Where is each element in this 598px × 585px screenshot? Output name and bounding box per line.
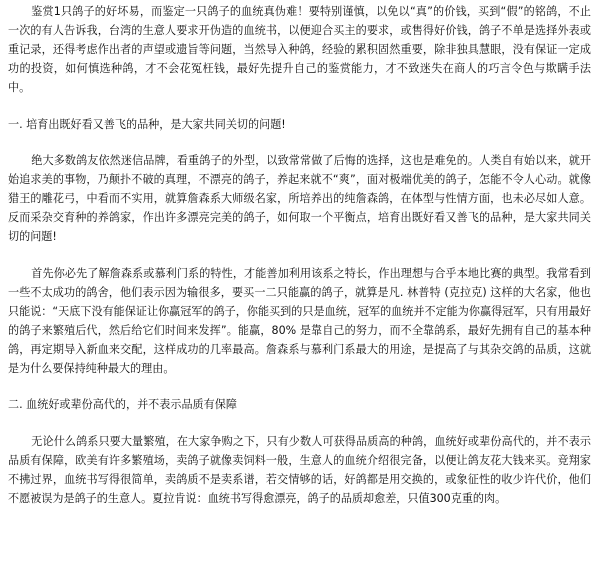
- section-1-paragraph-2: 首先你必先了解詹森系或慕利门系的特性，才能善加利用该系之特长，作出理想与合乎本地比赛的典型。我常看到一些不太成功的鸽舍，他们表示因为输很多，要买一二只能赢的鸽子，就算是凡. 林普特 (克拉克) 这样的大名家，他也只能说：“天底下没有能保证让你赢冠军的鸽子，你能买到的只是血统，冠军的血统并不定能为你赢得冠军，只有用最好的鸽子来繁殖后代，然后给它们时间来发挥”。能赢，80% 是靠自己的努力，而不全靠鸽系，最好先拥有自己的基本种鸽，再定期导入新血来交配，这样成功的几率最高。詹森系与慕利门系最大的用途，是提高了与其杂交鸽的品质，这就是为什么要保持纯种最大的理由。: [8, 266, 591, 375]
- section-heading-1: 一. 培育出既好看又善飞的品种，是大家共同关切的问题!: [8, 117, 286, 131]
- spacer: [8, 98, 591, 116]
- intro-paragraph: 鉴赏1只鸽子的好坏易，而鉴定一只鸽子的血统真伪难！要特别谨慎，以免以“真”的价钱，买到“假”的铭鸽，不止一次的有人告诉我，台湾的生意人要求开伪造的血统书，以便迎合买主的要求，或售得好价钱，鸽子不单是选择外表或重记录，还得考虑作出者的声望或遗旨等问题，当然导入种鸽，经验的累积固然重要，除非独具慧眼，没有保证一定成功的投资，如何慎选种鸽，才不会花冤枉钱，最好先提升自己的鉴赏能力，才不致迷失在商人的巧言令色与欺瞒手法中。: [8, 5, 591, 94]
- section-2-paragraph-1: 无论什么鸽系只要大量繁殖，在大家争购之下，只有少数人可获得品质高的种鸽，血统好或辈份高代的，并不表示品质有保障，欧美有许多繁殖场，卖鸽子就像卖饲料一般，生意人的血统介绍很完备，以便让鸽友花大钱来买。竞翔家不拂过界，血统书写得很简单，卖鸽质不是卖系谱，若交情够的话，好鸽都是用交换的，或象征性的收少许代价，他们不愿被误为是鸽子的生意人。夏拉肯说：血统书写得愈漂亮，鸽子的品质却愈差，只值300克重的肉。: [8, 435, 591, 506]
- section-1-paragraph-1: 绝大多数鸽友依然迷信品牌，看重鸽子的外型，以致常常做了后悔的选择，这也是难免的。人类自有始以来，就开始追求美的事物，乃颠扑不破的真理，不漂亮的鸽子，养起来就不“爽”，面对极端优美的鸽子，怎能不令人心动。就像猎王的雕花弓，中看而不实用，就算詹森系大师级名家，所培养出的纯詹森鸽，在体型与性情方面，也未必尽如人意。反而采杂交育种的养鸽家，作出许多漂亮完美的鸽子，如何取一个平衡点，培育出既好看又善飞的品种，是大家共同关切的问题!: [8, 154, 591, 244]
- article: [8, 3, 591, 509]
- spacer: [8, 378, 591, 396]
- spacer: [8, 134, 591, 152]
- section-heading-2: 二. 血统好或辈份高代的，并不表示品质有保障: [8, 398, 237, 412]
- spacer: [8, 415, 591, 433]
- spacer: [8, 247, 591, 265]
